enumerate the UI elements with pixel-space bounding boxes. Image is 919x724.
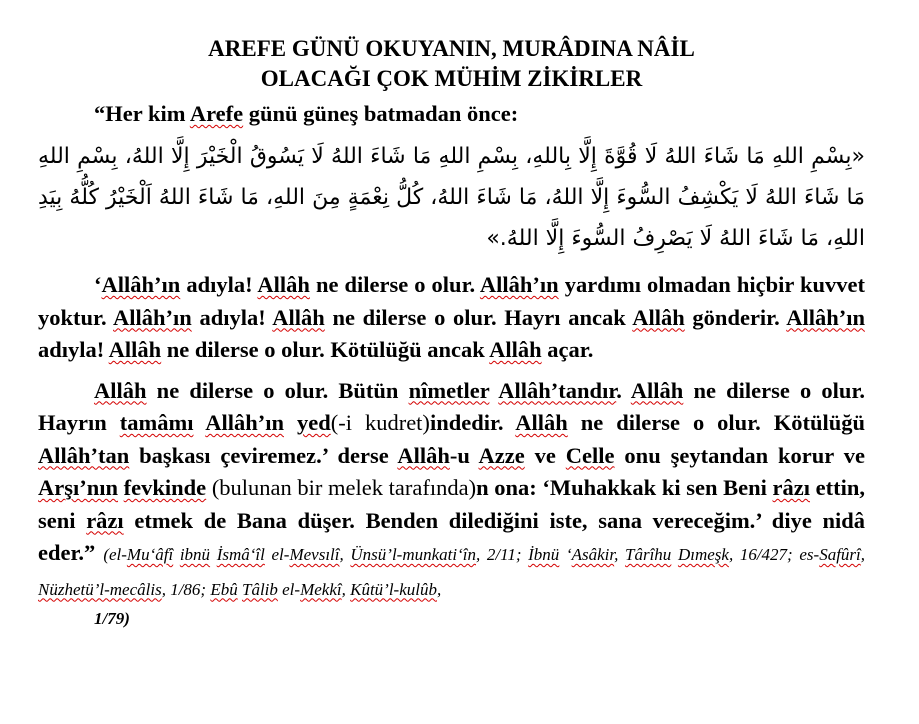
citation: (el-Mu‘âfî ibnü İsmâ‘îl el-Mevsılî, Ünsü’l-munkati‘în, 2/11; İbnü ‘Asâkir, Târîhu Dımeşk, 16/427; es-Safûrî, Nüzhetü’l-mecâlis, 1/86; Ebû Tâlib el-Mekkî, Kûtü’l-kulûb, xyxy=(38,545,865,599)
spellcheck-word: ibnü xyxy=(179,545,211,564)
spellcheck-word: nîmetler xyxy=(408,377,490,403)
spellcheck-word: tamâmı xyxy=(119,410,194,435)
spellcheck-word: fevkinde xyxy=(123,475,207,500)
spellcheck-word: râzı xyxy=(772,475,810,500)
spellcheck-word: Târîhu xyxy=(625,545,672,564)
spellcheck-word: Arşı’nın xyxy=(38,475,119,500)
spellcheck-word: Allâh xyxy=(489,337,542,362)
plain-text: (-i kudret) xyxy=(330,410,430,435)
translation-paragraph-2: Allâh ne dilerse o olur. Bütün nîmetler Allâh’tandır. Allâh ne dilerse o olur. Hayrın tamâmı Allâh’ın yed(-i kudret)indedir. Allâh ne dilerse o olur. Kötülüğü Allâh’tan başkası çeviremez.’ derse Allâh-u Azze ve Celle onu şeytandan korur ve Arşı’nın fevkinde (bulunan bir melek tarafında)n ona: ‘Muhakkak ki sen Beni râzı ettin, seni râzı etmek de Bana düşer. Benden dilediğini iste, sana vereceğim.’ diye nidâ eder.” (el-Mu‘âfî ibnü İsmâ‘îl el-Mevsılî, Ünsü’l-munkati‘în, 2/11; İbnü ‘Asâkir, Târîhu Dımeşk, 16/427; es-Safûrî, Nüzhetü’l-mecâlis, 1/86; Ebû Tâlib el-Mekkî, Kûtü’l-kulûb, 1/79) xyxy=(38,375,865,633)
spellcheck-word: Allâh xyxy=(272,304,325,330)
spellcheck-word: Kûtü’l-kulûb xyxy=(350,579,437,599)
spellcheck-word: Allâh xyxy=(257,272,310,297)
spellcheck-word: Mekkî xyxy=(300,579,342,599)
intro-text: “Her kim xyxy=(94,101,190,126)
document-title xyxy=(38,34,865,94)
spellcheck-word: râzı xyxy=(86,507,124,533)
intro-line xyxy=(38,100,865,128)
spellcheck-word: Ünsü’l-munkati‘în xyxy=(350,545,476,564)
spellcheck-word: İsmâ‘îl xyxy=(216,545,265,564)
spellcheck-word: Mevsılî xyxy=(289,545,340,564)
spellcheck-word: Celle xyxy=(565,442,615,468)
spellcheck-word: Allâh xyxy=(397,442,450,468)
spellcheck-word: Allâh’tan xyxy=(38,442,130,468)
spellcheck-word: İbnü xyxy=(528,545,560,564)
spellcheck-word: Allâh’ın xyxy=(479,272,559,297)
spellcheck-word: Allâh xyxy=(108,337,162,362)
spellcheck-word: Allâh’ın xyxy=(101,272,181,297)
spellcheck-word: Arefe xyxy=(189,101,244,126)
spellcheck-word: Ebû xyxy=(210,579,238,599)
intro-text: günü güneş batmadan önce: xyxy=(243,101,519,126)
spellcheck-word: Mu‘âfî xyxy=(126,545,174,564)
spellcheck-word: Safûrî xyxy=(819,545,861,564)
spellcheck-word: Allâh xyxy=(94,377,147,403)
spellcheck-word: Dımeşk xyxy=(677,545,729,564)
spellcheck-word: Allâh xyxy=(632,304,685,330)
spellcheck-word: Tâlib xyxy=(241,579,278,599)
title-line-1: AREFE GÜNÜ OKUYANIN, MURÂDINA NÂİL xyxy=(208,36,695,61)
title-line-2: OLACAĞI ÇOK MÜHİM ZİKİRLER xyxy=(260,66,643,91)
spellcheck-word: yed xyxy=(296,410,331,435)
spellcheck-word: Allâh’ın xyxy=(786,304,865,330)
plain-text: (bulunan bir melek tarafında) xyxy=(211,475,477,500)
spellcheck-word: Asâkir xyxy=(571,545,615,564)
spellcheck-word: Azze xyxy=(478,442,525,468)
spellcheck-word: Allâh xyxy=(630,377,684,403)
spellcheck-word: Allâh’tandır xyxy=(498,377,617,403)
citation-end: 1/79) xyxy=(94,609,130,628)
spellcheck-word: Allâh’ın xyxy=(113,304,192,330)
spellcheck-word: Allâh xyxy=(515,410,568,435)
arabic-dhikr: «بِسْمِ اللهِ مَا شَاءَ اللهُ لَا قُوَّةَ إِلَّا بِاللهِ، بِسْمِ اللهِ مَا شَاءَ اللهُ لَا يَسُوقُ الْخَيْرَ إِلَّا اللهُ، بِسْمِ اللهِ مَا شَاءَ اللهُ لَا يَكْشِفُ السُّوءَ إِلَّا اللهُ، مَا شَاءَ اللهُ، كُلُّ نِعْمَةٍ مِنَ اللهِ، مَا شَاءَ اللهُ اَلْخَيْرُ كُلُّهُ بِيَدِ اللهِ، مَا شَاءَ اللهُ لَا يَصْرِفُ السُّوءَ إِلَّا اللهُ.» xyxy=(38,144,865,251)
spellcheck-word: Allâh’ın xyxy=(205,410,284,435)
translation-paragraph-1: ‘Allâh’ın adıyla! Allâh ne dilerse o olur. Allâh’ın yardımı olmadan hiçbir kuvvet yoktur. Allâh’ın adıyla! Allâh ne dilerse o olur. Hayrı ancak Allâh gönderir. Allâh’ın adıyla! Allâh ne dilerse o olur. Kötülüğü ancak Allâh açar. xyxy=(38,272,865,362)
spellcheck-word: Nüzhetü’l-mecâlis xyxy=(38,579,162,599)
